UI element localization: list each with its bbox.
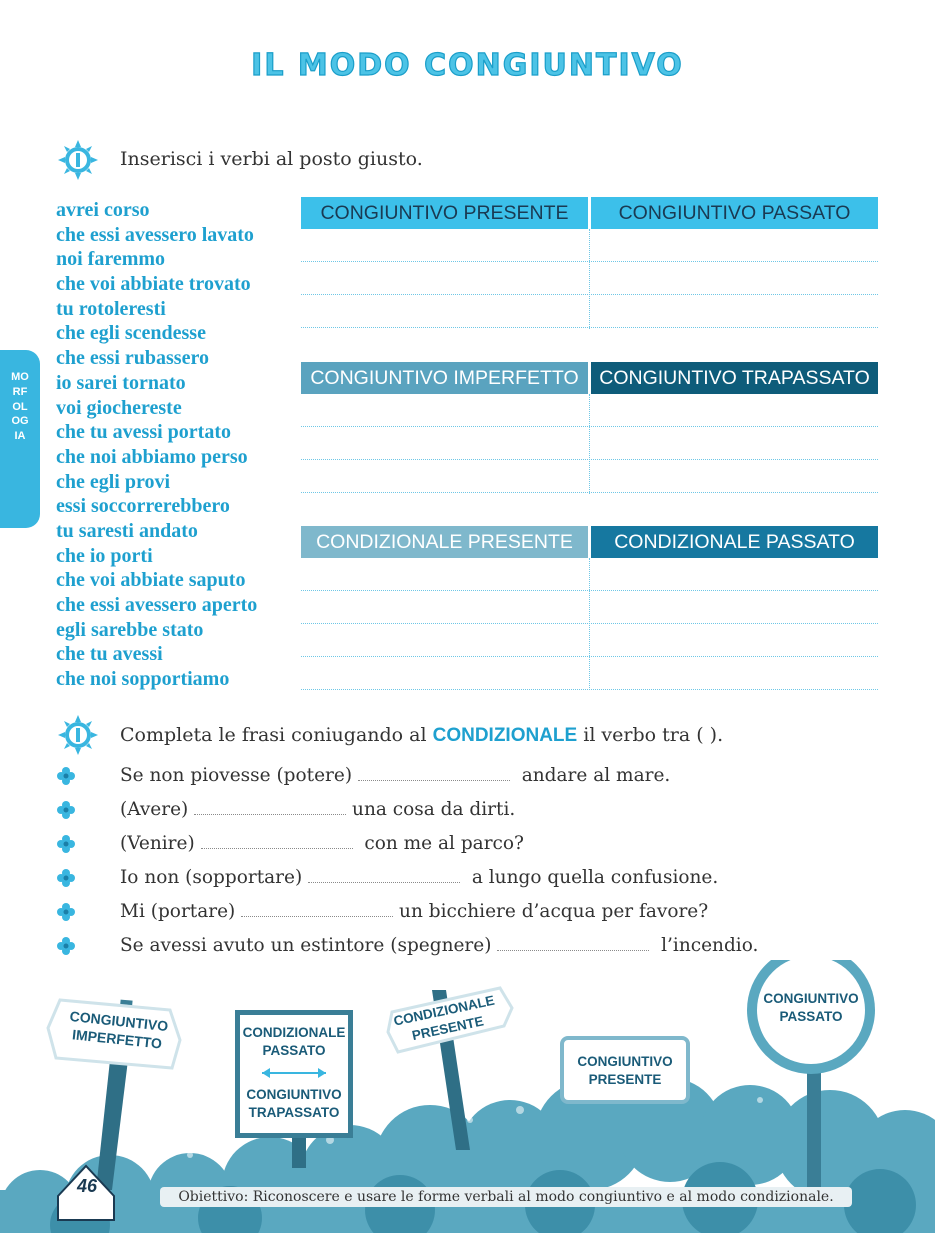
sentence-before: Se non piovesse (potere): [120, 765, 353, 786]
verb-item: essi soccorrerebbero: [56, 495, 230, 518]
answer-line[interactable]: [301, 393, 878, 427]
verb-item: egli sarebbe stato: [56, 618, 204, 641]
header-congiuntivo-passato: CONGIUNTIVO PASSATO: [591, 197, 878, 229]
verb-item: che tu avessi portato: [56, 421, 231, 444]
sentence-after: con me al parco?: [364, 833, 524, 854]
sentence-5: [120, 901, 708, 922]
sign2-label-top: CONDIZIONALE PASSATO: [242, 1025, 346, 1058]
sentence-3: [120, 833, 524, 854]
sign3-label: CONDIZIONALE PRESENTE: [392, 992, 496, 1044]
sentence-after: l’incendio.: [661, 935, 759, 956]
verb-item: voi giochereste: [56, 396, 182, 419]
flower-bullet-icon: [57, 937, 75, 955]
sign5-label: CONGIUNTIVO PASSATO: [763, 991, 859, 1024]
sentence-after: un bicchiere d’acqua per favore?: [399, 901, 709, 922]
verb-item: che voi abbiate saputo: [56, 569, 246, 592]
objective-text: Obiettivo: Riconoscere e usare le forme verbali al modo congiuntivo e al modo condizionale.: [178, 1189, 834, 1205]
header-congiuntivo-presente: CONGIUNTIVO PRESENTE: [301, 197, 588, 229]
blank-field[interactable]: [308, 868, 460, 883]
blank-field[interactable]: [358, 766, 510, 781]
sentence-1: [120, 765, 670, 786]
header-condizionale-presente: CONDIZIONALE PRESENTE: [301, 526, 588, 558]
exercise2-instruction: [120, 724, 723, 747]
flower-bullet-icon: [57, 767, 75, 785]
verb-item: che egli provi: [56, 470, 171, 493]
page-title: IL MODO CONGIUNTIVO: [251, 48, 684, 83]
flower-bullet-icon: [57, 869, 75, 887]
header-congiuntivo-trapassato: CONGIUNTIVO TRAPASSATO: [591, 362, 878, 394]
exercise-sun-icon: [58, 715, 98, 755]
flower-bullet-icon: [57, 903, 75, 921]
exercise-sun-icon: [58, 140, 98, 180]
answer-line[interactable]: [301, 294, 878, 328]
sentence-before: Io non (sopportare): [120, 867, 303, 888]
blank-field[interactable]: [497, 936, 649, 951]
verb-item: che essi rubassero: [56, 347, 209, 370]
sentence-before: (Avere): [120, 799, 189, 820]
answer-line[interactable]: [301, 459, 878, 493]
sentence-before: (Venire): [120, 833, 195, 854]
sentence-after: una cosa da dirti.: [352, 799, 516, 820]
answer-line[interactable]: [301, 228, 878, 262]
sentence-before: Mi (portare): [120, 901, 236, 922]
verb-item: noi faremmo: [56, 248, 166, 271]
sentence-2: [120, 799, 515, 820]
verb-item: che noi sopportiamo: [56, 668, 230, 691]
answer-line[interactable]: [301, 557, 878, 591]
sentence-before: Se avessi avuto un estintore (spegnere): [120, 935, 492, 956]
answer-line[interactable]: [301, 656, 878, 690]
verb-item: tu rotoleresti: [56, 297, 166, 320]
verb-item: che essi avessero aperto: [56, 594, 258, 616]
sign2-label-bottom: CONGIUNTIVO TRAPASSATO: [246, 1087, 342, 1120]
verb-list: [56, 198, 296, 692]
sign-post: [807, 1068, 821, 1188]
answer-line[interactable]: [301, 426, 878, 460]
blank-field[interactable]: [201, 834, 353, 849]
verb-item: tu saresti andato: [56, 519, 198, 542]
blank-field[interactable]: [194, 800, 346, 815]
answer-line[interactable]: [301, 590, 878, 624]
instruction-text: il verbo tra ( ).: [577, 724, 724, 746]
sentence-6: [120, 935, 758, 956]
sign1-label: CONGIUNTIVO IMPERFETTO: [68, 1007, 169, 1052]
flower-bullet-icon: [57, 801, 75, 819]
sentence-after: a lungo quella confusione.: [471, 867, 719, 888]
verb-item: che io porti: [56, 544, 153, 567]
instruction-keyword: CONDIZIONALE: [432, 725, 578, 746]
instruction-text: Completa le frasi coniugando al: [120, 724, 433, 746]
verb-item: che essi avessero lavato: [56, 223, 254, 246]
hills-background: [0, 1078, 935, 1233]
page-number: 46: [76, 1176, 98, 1196]
verb-item: che voi abbiate trovato: [56, 273, 251, 296]
sentence-after: andare al mare.: [521, 765, 671, 786]
verb-item: che tu avessi: [56, 643, 163, 666]
answer-line[interactable]: [301, 261, 878, 295]
verb-item: avrei corso: [56, 199, 150, 221]
flower-bullet-icon: [57, 835, 75, 853]
verb-item: che egli scendesse: [56, 322, 206, 345]
verb-item: che noi abbiamo perso: [56, 445, 248, 468]
side-tab-label: MORFOLOGIA: [11, 371, 29, 443]
header-congiuntivo-imperfetto: CONGIUNTIVO IMPERFETTO: [301, 362, 588, 394]
sentence-4: [120, 867, 718, 888]
blank-field[interactable]: [241, 902, 393, 917]
verb-item: io sarei tornato: [56, 371, 186, 394]
exercise1-instruction: Inserisci i verbi al posto giusto.: [120, 148, 423, 170]
header-condizionale-passato: CONDIZIONALE PASSATO: [591, 526, 878, 558]
answer-line[interactable]: [301, 623, 878, 657]
sign4-label: CONGIUNTIVO PRESENTE: [577, 1054, 673, 1087]
